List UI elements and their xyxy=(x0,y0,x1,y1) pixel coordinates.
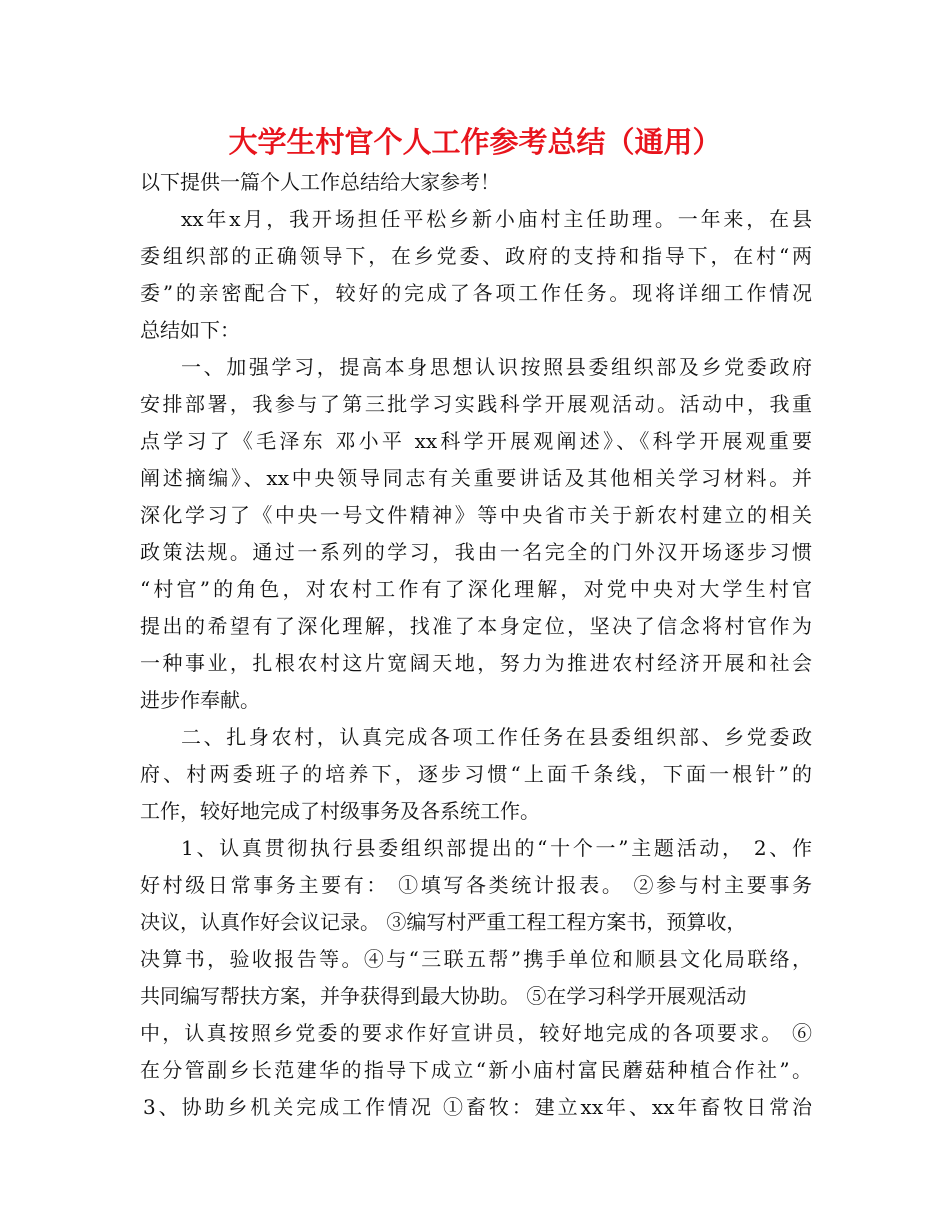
paragraph-line: 一种事业，扎根农村这片宽阔天地，努力为推进农村经济开展和社会 xyxy=(140,651,812,675)
paragraph-line: xx年x月，我开场担任平松乡新小庙村主任助理。一年来，在县 xyxy=(181,207,812,231)
paragraph-line: 安排部署，我参与了第三批学习实践科学开展观活动。活动中，我重 xyxy=(140,392,812,416)
paragraph-line: 以下提供一篇个人工作总结给大家参考！ xyxy=(140,170,500,194)
paragraph-line: 总结如下： xyxy=(140,318,240,342)
paragraph-line: 决议，认真作好会议记录。 ③编写村严重工程工程方案书，预算收， xyxy=(140,910,747,934)
paragraph-line: 政策法规。通过一系列的学习，我由一名完全的门外汉开场逐步习惯 xyxy=(140,540,812,564)
paragraph-line: 中，认真按照乡党委的要求作好宣讲员，较好地完成的各项要求。 ⑥ xyxy=(140,1021,812,1045)
paragraph-line: 在分管副乡长范建华的指导下成立“新小庙村富民蘑菇种植合作社”。 xyxy=(140,1058,812,1082)
paragraph-line: 委”的亲密配合下，较好的完成了各项工作任务。现将详细工作情况 xyxy=(140,281,812,305)
paragraph-line: 共同编写帮扶方案，并争获得到最大协助。 ⑤在学习科学开展观活动 xyxy=(140,984,747,1008)
paragraph-line: 阐述摘编》、xx中央领导同志有关重要讲话及其他相关学习材料。并 xyxy=(140,466,812,490)
document-body xyxy=(140,164,812,1126)
paragraph-line: 提出的希望有了深化理解，找准了本身定位，坚决了信念将村官作为 xyxy=(140,614,812,638)
paragraph-line: 一、加强学习，提高本身思想认识按照县委组织部及乡党委政府 xyxy=(181,355,812,379)
paragraph-line: 府、村两委班子的培养下，逐步习惯“上面千条线，下面一根针”的 xyxy=(140,762,812,786)
paragraph-line: 好村级日常事务主要有： ①填写各类统计报表。 ②参与村主要事务 xyxy=(140,873,812,897)
paragraph-line: “村官”的角色，对农村工作有了深化理解，对党中央对大学生村官 xyxy=(140,577,812,601)
paragraph-line: 决算书，验收报告等。④与“三联五帮”携手单位和顺县文化局联络， xyxy=(140,947,812,971)
paragraph-line: 进步作奉献。 xyxy=(140,688,260,712)
document-title: 大学生村官个人工作参考总结（通用） xyxy=(228,125,722,159)
paragraph-line: 工作，较好地完成了村级事务及各系统工作。 xyxy=(140,799,540,823)
paragraph-line: 委组织部的正确领导下，在乡党委、政府的支持和指导下，在村“两 xyxy=(140,244,812,268)
paragraph-line: 深化学习了《中央一号文件精神》等中央省市关于新农村建立的相关 xyxy=(140,503,812,527)
paragraph-line: 二、扎身农村，认真完成各项工作任务在县委组织部、乡党委政 xyxy=(181,725,812,749)
paragraph-line: 1、认真贯彻执行县委组织部提出的“十个一”主题活动， 2、作 xyxy=(181,836,812,860)
paragraph-line: 3、协助乡机关完成工作情况 ①畜牧：建立xx年、xx年畜牧日常治 xyxy=(143,1095,812,1119)
paragraph-line: 点学习了《毛泽东 邓小平 xx科学开展观阐述》、《科学开展观重要 xyxy=(140,429,812,453)
